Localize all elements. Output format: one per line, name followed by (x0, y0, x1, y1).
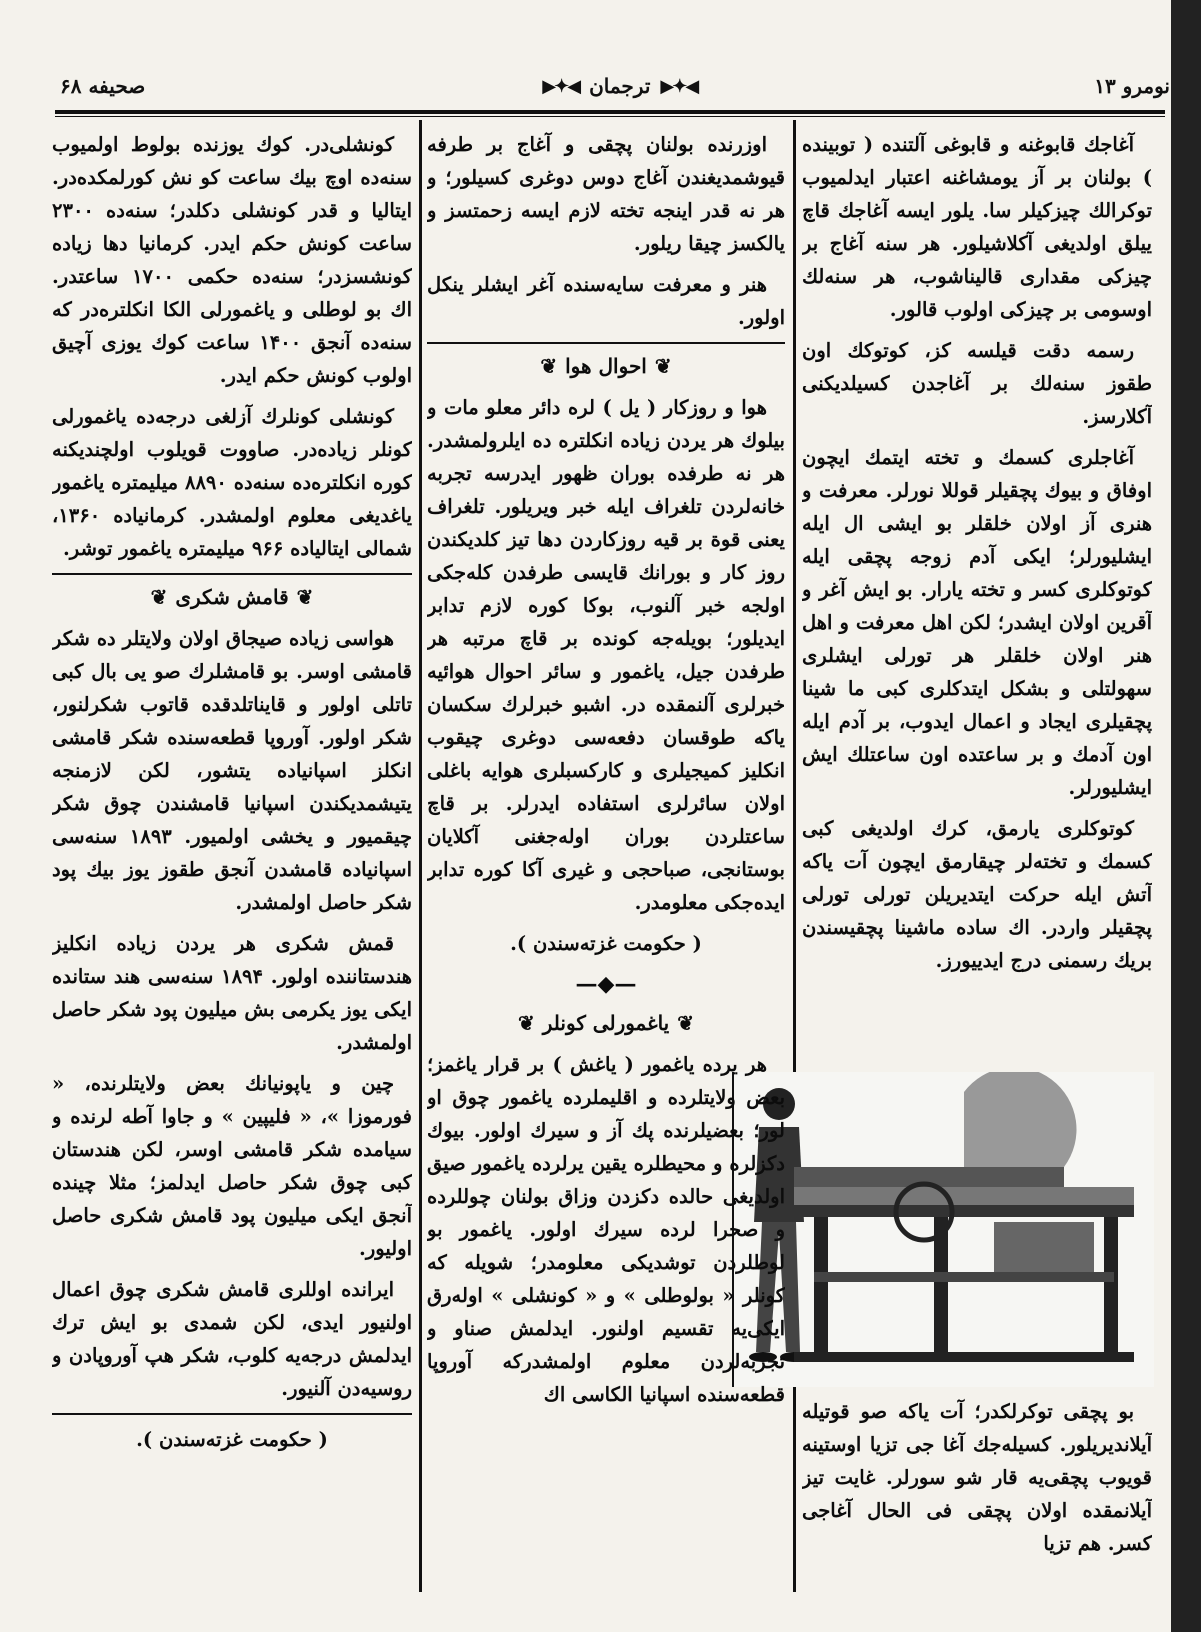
divider-ornament-icon: —◆— (575, 971, 637, 997)
paragraph: بو پچقی توکرلکدر؛ آت یاکه صو قوتیله آیلاندیریلور. کسیله‌جك آغا جی تزیا اوستینه قویوب پچقی‌یه قار شو سورلر. غایت تیز آیلانمقده اولان پچقی فی الحال آغاجی کسر. هم تزیا (802, 1400, 1152, 1555)
section-heading (427, 350, 785, 383)
column-right-bottom (802, 1395, 1152, 1585)
ornament-icon: ◀✦▶ (660, 75, 698, 97)
separator (52, 1413, 412, 1415)
issue-number: نومرو ۱۳ (1094, 74, 1170, 98)
ornament-icon: ❦ (540, 354, 558, 378)
paragraph: کونشلی کونلرك آزلغی درجه‌ده یاغمورلی کونلر زیاده‌در. صاووت قویلوب اولچندیکنه کوره انکلتره‌ده سنه‌ده ۸۸۹۰ میلیمتره یاغمور یاغدیغی معلوم اولمشدر. کرمانیاده ۱۳۶۰، شمالی ایتالیاده ۹۶۶ میلیمتره یاغمور توشر. (52, 405, 412, 560)
paragraph: کونشلی‌در. کوك یوزنده بولوط اولمیوب سنه‌ده اوچ بیك ساعت کو نش کورلمکده‌در. ایتالیا و قدر کونشلی دکلدر؛ سنه‌ده ۲۳۰۰ ساعت کونش حکم ایدر. کرمانیا دها زیاده کونشسزدر؛ سنه‌ده حکمی ۱۷۰۰ ساعتدر. اك بو لوطلی و یاغمورلی الکا انکلتره‌در که سنه‌ده آنجق ۱۴۰۰ ساعت کوك یوزی آچیق اولوب کونش حکم ایدر. (52, 133, 412, 387)
ornament-icon: ❦ (677, 1011, 695, 1035)
section-title: احوال هوا (565, 354, 647, 378)
paragraph: رسمه دقت قیلسه کز، کوتوکك اون طقوز سنه‌لك بر آغاجدن کسیلدیکنی آکلارسز. (802, 339, 1152, 428)
masthead (60, 62, 1170, 110)
section-title: یاغمورلی کونلر (542, 1011, 670, 1035)
section-heading (52, 581, 412, 614)
paragraph: اوزرنده بولنان پچقی و آغاج بر طرفه قیوشمدیغندن آغاج دوس دوغری کسیلور؛ و هر نه قدر اینجه تخته لازم ایسه زحمتسز و یالکسز چیقا ریلور. (427, 133, 785, 255)
source-credit: ( حکومت غزته‌سندن ). (136, 1428, 328, 1451)
paragraph: هنر و معرفت سایه‌سنده آغر ایشلر ینکل اولور. (427, 273, 785, 329)
column-middle (427, 128, 785, 1588)
separator (427, 342, 785, 344)
page-number: صحیفه ۶۸ (60, 74, 146, 98)
ornament-icon: ❦ (654, 354, 672, 378)
paragraph: قمش شکری هر یردن زیاده انکلیز هندستاننده اولور. ۱۸۹۴ سنه‌سی هند ستانده ایکی یوز یکرمی بش میلیون پود شکر حاصل اولمشدر. (52, 932, 412, 1054)
source-credit: ( حکومت غزته‌سندن ). (510, 932, 702, 955)
section-title: قامش شکری (175, 585, 289, 609)
ornament-icon: ❦ (296, 585, 314, 609)
paragraph: آغاجلری کسمك و تخته ایتمك ایچون اوفاق و بیوك پچقیلر قوللا نورلر. معرفت و هنری آز اولان خلقلر بو ایشی ال ایله ایشلیورلر؛ ایکی آدم زوجه پچقی ایله کوتوکلری کسر و تخته یارار. بو ایش آغر و آقرین اولان ایشدر؛ لکن اهل معرفت و اهل هنر اولان خلقلر هر تورلی ایشلری سهولتلی و بشکل ایتدکلری کبی ما شینا پچقیلری ایجاد و اعمال ایدوب، بر آدم ایله اون آدمك و بر ساعتده اون ساعتلك ایش ایشلیورلر. (802, 446, 1152, 799)
paragraph: چین و یاپونیانك بعض ولایتلرنده، « فورموزا »، « فلیپین » و جاوا آطه لرنده و سیامده شکر قامشی اوسر، لکن هندستان کبی چوق شکر حاصل ایدلمز؛ مثلا چینده آنجق ایکی میلیون پود قامش شکری حاصل اولیور. (52, 1072, 412, 1260)
scan-edge (1171, 0, 1201, 1632)
newspaper-title: ترجمان (589, 74, 651, 98)
paragraph: کوتوکلری یارمق، کرك اولدیغی کبی کسمك و تخته‌لر چیقارمق ایچون آت یاکه آتش ایله حرکت ایتدیریلن تورلی تورلی پچقیلر واردر. اك ساده ماشینا پچقیسندن بریك رسمنی درج ایدییورز. (802, 817, 1152, 972)
ornament-icon: ❦ (150, 585, 168, 609)
paragraph: ایرانده اوللری قامش شکری چوق اعمال اولنیور ایدی، لکن شمدی بو ایش ترك ایدلمش درجه‌یه کلوب، شکر هپ آوروپادن و روسیه‌دن آلنیور. (52, 1278, 412, 1400)
separator (52, 573, 412, 575)
ornament-icon: ◀✦▶ (542, 75, 580, 97)
paragraph: هر یرده یاغمور ( یاغش ) بر قرار یاغمز؛ بعض ولایتلرده و اقلیملرده یاغمور چوق او لور؛ بعضیلرنده پك آز و سیرك اولور. بیوك دکزلره و محیطلره یقین یرلرده یاغمور صیق اولدیغی حالده دکزدن وزاق بولنان چوللرده و صحرا لرده سیرك اولور. یاغمور بو لوطلردن توشدیکی معلومدر؛ شویله که کونلر « بولوطلی » و « کونشلی » اوله‌رق ایکی‌یه تقسیم اولنور. ایدلمش صناو و تجربه‌لردن معلوم اولمشدرکه آوروپا قطعه‌سنده اسپانیا الکاسی اك (427, 1053, 785, 1406)
ornament-icon: ❦ (518, 1011, 535, 1035)
paragraph: آغاجك قابوغنه و قابوغی آلتنده ( توبینده ) بولنان بر آز یومشاغنه اعتبار ایدلمیوب توکرالك چیزکیلر سا. یلور ایسه آغاجك قاچ ییلق اولدیغی آکلاشیلور. هر سنه آغاج بر چیزکی مقداری قالیناشوب، هر سنه‌لك اوسومی بر چیزکی اولوب قالور. (802, 133, 1152, 321)
saw-machine-icon (734, 1072, 1154, 1387)
paragraph: هوا و روزکار ( یل ) لره دائر معلو مات و بیلوك هر یردن زیاده انکلتره ده ایلرولمشدر. هر نه طرفده بوران ظهور ایدرسه تجربه خانه‌لردن تلغراف ایله خبر ویریلور. تلغراف یعنی قوة بر قیه روزکاردن دها تیز کلدیکندن روز کار و بورانك قایسی طرفدن کله‌جکی اولجه خبر آلنوب، بوکا کوره لازم تدابر ایدیلور؛ بویله‌جه کونده بر قاچ مرتبه هر طرفدن جیل، یاغمور و سائر احوال هوائیه خبرلری آلنمقده در. اشبو خبرلرك سکسان یاکه طوقسان دفعه‌سی دوغری چیقوب انکلیز کمیجیلری و کارکسبلری هوایه باغلی اولان سائرلری استفاده ایدرلر. بر قاچ ساعتلردن بوران اوله‌جغنی آکلایان بوستانجی، صباحجی و غیری آکا کوره تدابر ایده‌جکی معلومدر. (427, 396, 785, 914)
saw-machine-illustration (732, 1072, 1154, 1387)
column-divider (419, 120, 422, 1592)
header-rule (55, 110, 1165, 114)
column-right (802, 128, 1152, 1068)
masthead-title-group (542, 74, 697, 98)
column-left (52, 128, 412, 1588)
section-heading (427, 1007, 785, 1040)
header-rule-thin (55, 116, 1165, 117)
paragraph: هواسی زیاده صیجاق اولان ولایتلر ده شکر قامشی اوسر. بو قامشلرك صو یی بال کبی تاتلی اولور و قایناتلدقده قاتوب شکرلنور، شکر اولور. آوروپا قطعه‌سنده شکر قامشی انکلز اسپانیاده یتشور، لکن لازمنجه یتیشمدیکندن اسپانیا قامشندن چوق شکر چیقمیور و یخشی اولمیور. ۱۸۹۳ سنه‌سی اسپانیاده قامشدن آنجق طقوز یوز بیك پود شکر حاصل اولمشدر. (52, 627, 412, 914)
